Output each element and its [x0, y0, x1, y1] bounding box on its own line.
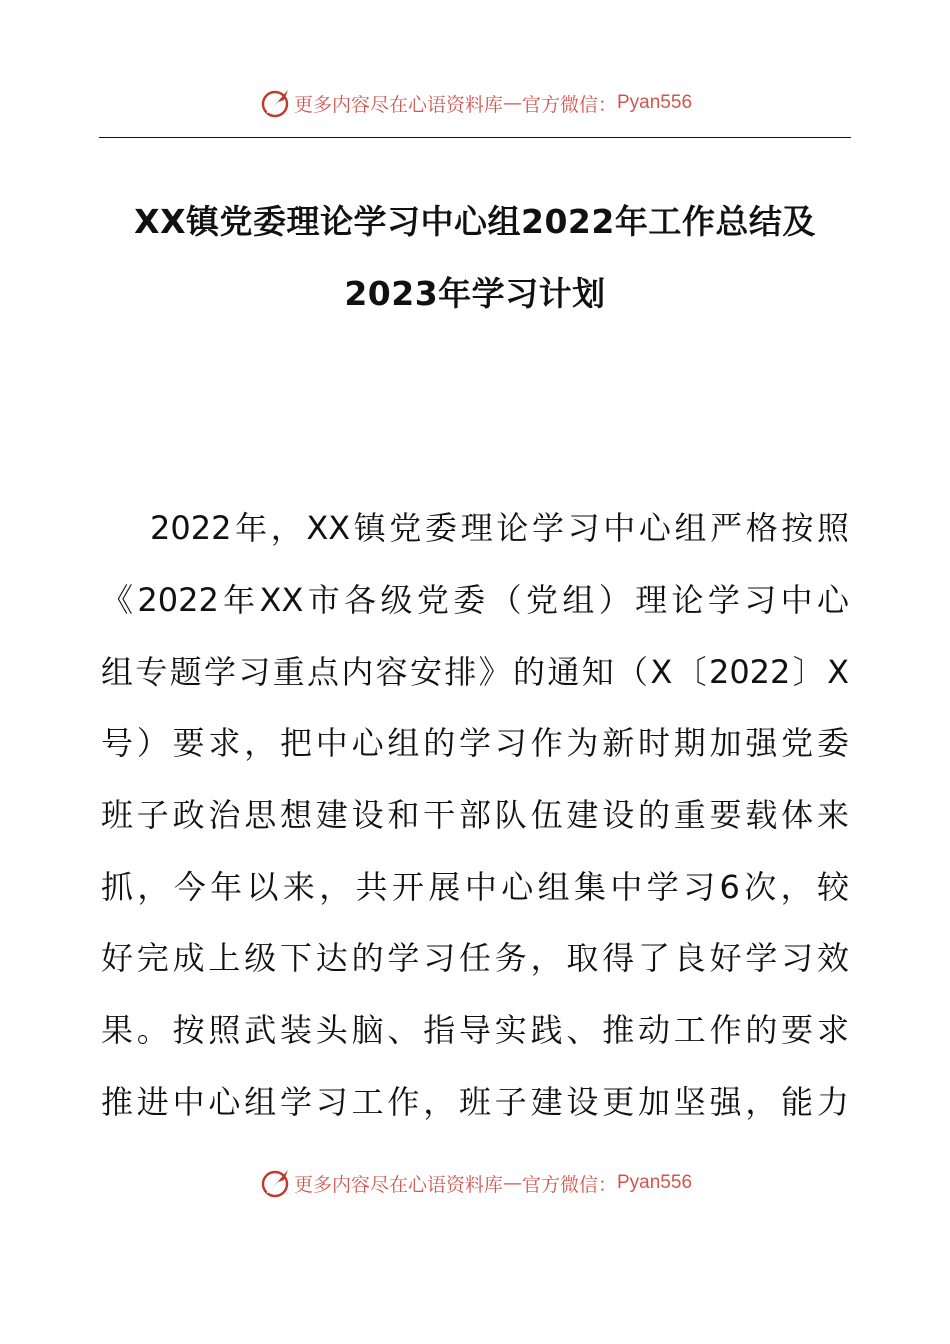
- body-line: 2022年，XX镇党委理论学习中心组严格按照: [150, 509, 849, 547]
- body-line: 号）要求，把中心组的学习作为新时期加强党委: [101, 724, 849, 762]
- banner-contact-handle: Pyan556: [617, 1172, 693, 1193]
- banner-text: 更多内容尽在心语资料库: [293, 1173, 503, 1196]
- header-banner: [0, 85, 950, 121]
- body-line: 果。按照武装头脑、指导实践、推动工作的要求: [101, 1011, 849, 1049]
- body-line: 推进中心组学习工作，班子建设更加坚强，能力: [101, 1083, 849, 1121]
- body-line: 好完成上级下达的学习任务，取得了良好学习效: [101, 939, 849, 977]
- banner-separator: —: [502, 1172, 522, 1194]
- banner-separator: —: [502, 92, 522, 114]
- document-title-line-1: XX镇党委理论学习中心组2022年工作总结及: [134, 202, 816, 241]
- body-line: 班子政治思想建设和干部队伍建设的重要载体来: [101, 796, 849, 834]
- banner-contact-label: 官方微信：: [521, 93, 617, 116]
- banner-contact-handle: Pyan556: [617, 92, 693, 113]
- body-line: 组专题学习重点内容安排》的通知（X〔2022〕X: [101, 653, 849, 691]
- quill-in-circle-icon: [258, 86, 292, 120]
- quill-in-circle-icon: [258, 1166, 292, 1200]
- header-divider: [99, 137, 851, 138]
- body-line: 《2022年XX市各级党委（党组）理论学习中心: [101, 581, 849, 619]
- body-line: 抓，今年以来，共开展中心组集中学习6次，较: [101, 868, 849, 906]
- banner-contact-label: 官方微信：: [521, 1173, 617, 1196]
- document-title-line-2: 2023年学习计划: [344, 274, 606, 313]
- footer-banner: [0, 1165, 950, 1201]
- banner-text: 更多内容尽在心语资料库: [293, 93, 503, 116]
